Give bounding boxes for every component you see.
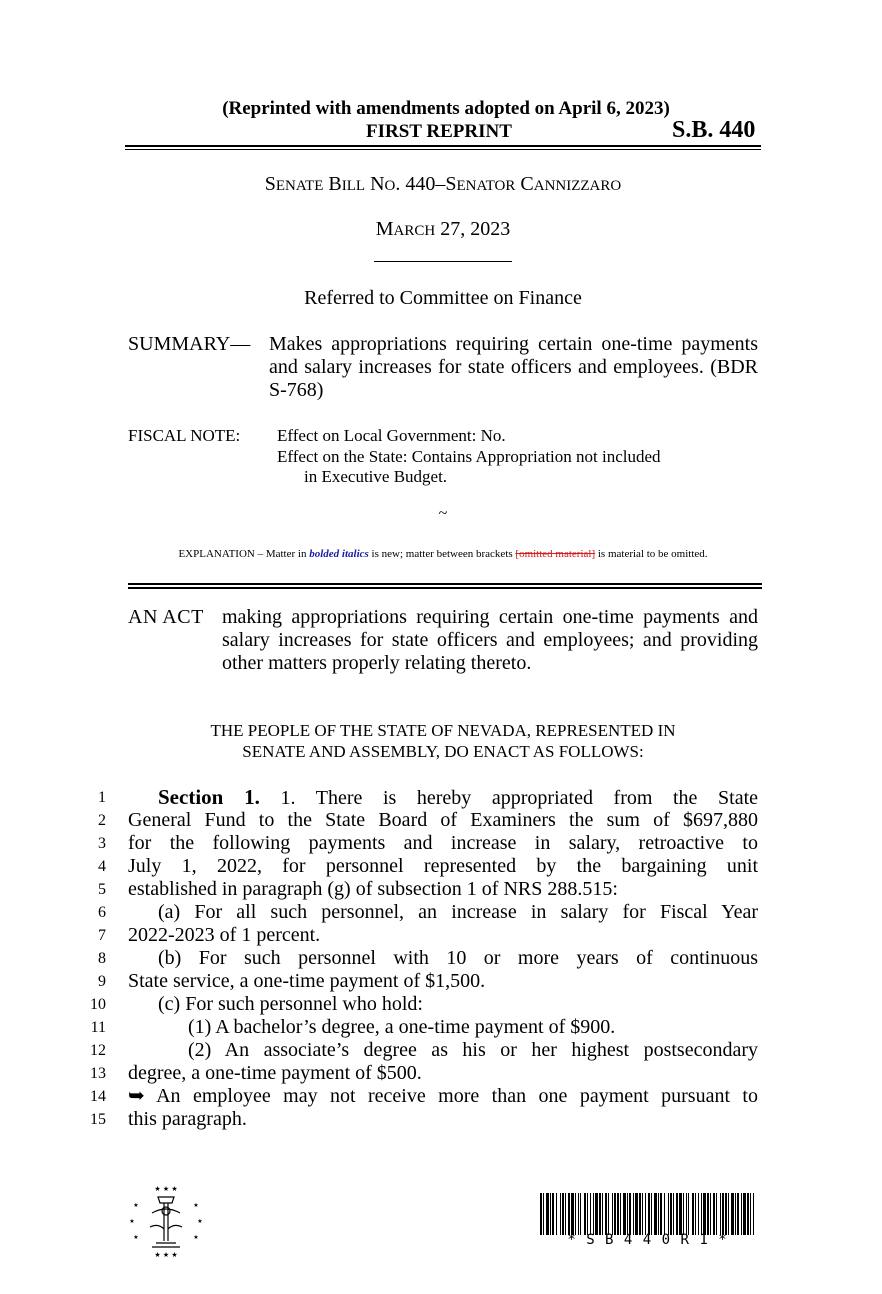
barcode-bar — [664, 1193, 665, 1235]
body-line — [0, 832, 882, 855]
explanation-note: EXPLANATION – Matter in bolded italics is new; matter between brackets [omitted material] is material to be omitted. — [178, 548, 708, 560]
header-rule — [125, 145, 761, 147]
barcode-bar — [540, 1193, 542, 1235]
section-separator: ~ — [438, 505, 448, 522]
barcode-bar — [698, 1193, 699, 1235]
line-text: 2022-2023 of 1 percent. — [128, 924, 321, 946]
line-text: (b) For such personnel with 10 or more years of continuous — [158, 947, 758, 969]
barcode-bar — [683, 1193, 684, 1235]
fiscal-local-effect: Effect on Local Government: No. — [277, 426, 506, 445]
barcode-bar — [620, 1193, 621, 1235]
introduction-date: MARCH 27, 2023 — [375, 218, 511, 240]
reprint-label: FIRST REPRINT — [366, 121, 512, 142]
line-number: 12 — [90, 1042, 106, 1059]
line-number: 14 — [90, 1088, 106, 1105]
barcode-bar — [575, 1193, 576, 1235]
barcode-bar — [713, 1193, 715, 1235]
svg-text:★: ★ — [129, 1218, 135, 1225]
enacting-clause: THE PEOPLE OF THE STATE OF NEVADA, REPRESENTED IN SENATE AND ASSEMBLY, DO ENACT AS FOLLOWS: — [210, 721, 676, 761]
barcode-bar — [668, 1193, 669, 1235]
line-text: (a) For all such personnel, an increase in salary for Fiscal Year — [158, 901, 758, 923]
fiscal-state-effect-cont: in Executive Budget. — [304, 467, 448, 486]
line-number: 9 — [98, 973, 106, 990]
barcode-bar — [686, 1193, 687, 1235]
barcode-bar — [692, 1193, 694, 1235]
body-line — [0, 947, 882, 970]
line-number: 15 — [90, 1111, 106, 1128]
body-line — [0, 993, 882, 1016]
title-divider — [374, 261, 512, 262]
line-text: for the following payments and increase in salary, retroactive to — [128, 832, 758, 854]
body-line — [0, 970, 882, 993]
line-number: 1 — [98, 789, 106, 806]
body-line — [0, 924, 882, 947]
line-number: 5 — [98, 881, 106, 898]
barcode-bar — [633, 1193, 634, 1235]
section-heading: Section 1. — [158, 785, 260, 809]
barcode-bar — [568, 1193, 570, 1235]
barcode-bar — [651, 1193, 652, 1235]
barcode-bar — [584, 1193, 586, 1235]
line-text: (c) For such personnel who hold: — [158, 993, 423, 1015]
barcode-bar — [571, 1193, 574, 1235]
barcode-bar — [593, 1193, 594, 1235]
explanation-omitted-matter: [omitted material] — [515, 548, 596, 560]
barcode-bar — [629, 1193, 631, 1235]
barcode-bar — [550, 1193, 551, 1235]
act-label: AN ACT — [128, 606, 204, 628]
barcode-bar — [670, 1193, 672, 1235]
line-text: this paragraph. — [128, 1108, 247, 1130]
barcode-bar — [679, 1193, 682, 1235]
barcode-bar — [639, 1193, 641, 1235]
barcode-bar — [556, 1193, 557, 1235]
line-number: 3 — [98, 835, 106, 852]
line-text: General Fund to the State Board of Examiners the sum of $697,880 — [128, 809, 758, 831]
barcode — [540, 1193, 755, 1235]
barcode-bar — [735, 1193, 736, 1235]
barcode-bar — [627, 1193, 628, 1235]
barcode-bar — [750, 1193, 751, 1235]
explanation-new-matter: bolded italics — [309, 548, 369, 560]
line-number: 13 — [90, 1065, 106, 1082]
barcode-bar — [590, 1193, 591, 1235]
barcode-bar — [707, 1193, 709, 1235]
barcode-bar — [720, 1193, 721, 1235]
barcode-bar — [703, 1193, 706, 1235]
barcode-text: * S B 4 4 0 R 1 * — [567, 1232, 728, 1248]
barcode-bar — [701, 1193, 702, 1235]
svg-text:★: ★ — [133, 1202, 139, 1209]
barcode-bar — [552, 1193, 554, 1235]
barcode-bar — [562, 1193, 564, 1235]
double-rule-bottom — [128, 587, 762, 589]
line-text: Section 1. 1. There is hereby appropriated from the State — [158, 785, 759, 809]
reprint-note: (Reprinted with amendments adopted on April 6, 2023) — [222, 98, 670, 119]
line-text: State service, a one-time payment of $1,500. — [128, 970, 486, 992]
barcode-bar — [725, 1193, 727, 1235]
line-text: established in paragraph (g) of subsection 1 of NRS 288.515: — [128, 878, 618, 900]
barcode-bar — [602, 1193, 603, 1235]
svg-text:★: ★ — [133, 1234, 139, 1241]
line-number: 2 — [98, 812, 106, 829]
line-text: degree, a one-time payment of $500. — [128, 1062, 422, 1084]
body-line — [0, 855, 882, 878]
line-text: (1) A bachelor’s degree, a one-time payment of $900. — [188, 1016, 616, 1038]
body-line — [0, 809, 882, 832]
fiscal-state-effect: Effect on the State: Contains Appropriation not included — [277, 446, 661, 466]
body-line — [0, 1108, 882, 1131]
barcode-bar — [648, 1193, 650, 1235]
line-number: 4 — [98, 858, 106, 875]
bill-title: SENATE BILL NO. 440–SENATOR CANNIZZARO — [264, 173, 622, 195]
nevada-seal-icon — [128, 1183, 204, 1259]
barcode-bar — [660, 1193, 662, 1235]
barcode-bar — [728, 1193, 729, 1235]
svg-text:★ ★ ★: ★ ★ ★ — [154, 1251, 178, 1259]
barcode-bar — [737, 1193, 739, 1235]
summary — [128, 333, 758, 402]
fiscal-note-label: FISCAL NOTE: — [128, 426, 241, 445]
barcode-bar — [614, 1193, 616, 1235]
barcode-bar — [645, 1193, 646, 1235]
line-text: ➥ An employee may not receive more than one payment pursuant to — [128, 1085, 758, 1107]
line-text: (2) An associate’s degree as his or her highest postsecondary — [188, 1039, 758, 1061]
barcode-bar — [642, 1193, 643, 1235]
act-text: making appropriations requiring certain one-time payments and salary increases for state officers and employees; and providing other matters properly relating thereto. — [222, 606, 758, 674]
barcode-bar — [560, 1193, 561, 1235]
body-line — [0, 901, 882, 924]
barcode-bar — [676, 1193, 678, 1235]
barcode-bar — [587, 1193, 588, 1235]
line-number: 8 — [98, 950, 106, 967]
continuation-arrow-icon: ➥ — [128, 1085, 145, 1107]
barcode-bar — [599, 1193, 601, 1235]
fiscal-note — [128, 426, 758, 488]
header-rule-thin — [125, 149, 761, 150]
body-line — [0, 878, 882, 901]
barcode-bar — [608, 1193, 609, 1235]
barcode-bar — [578, 1193, 579, 1235]
barcode-bar — [710, 1193, 711, 1235]
barcode-bar — [731, 1193, 734, 1235]
line-number: 6 — [98, 904, 106, 921]
barcode-bar — [747, 1193, 749, 1235]
summary-text: Makes appropriations requiring certain one-time payments and salary increases for state officers and employees. (BDR S-768) — [269, 333, 758, 401]
act-title — [128, 606, 758, 675]
barcode-bar — [623, 1193, 626, 1235]
line-number: 10 — [90, 996, 106, 1013]
barcode-bar — [595, 1193, 598, 1235]
barcode-bar — [658, 1193, 659, 1235]
svg-text:★: ★ — [193, 1234, 199, 1241]
barcode-bar — [654, 1193, 657, 1235]
barcode-bar — [716, 1193, 717, 1235]
barcode-bar — [543, 1193, 544, 1235]
summary-label: SUMMARY— — [128, 333, 251, 355]
barcode-bar — [743, 1193, 746, 1235]
barcode-bar — [695, 1193, 696, 1235]
line-text: July 1, 2022, for personnel represented by the bargaining unit — [128, 855, 758, 877]
barcode-bar — [546, 1193, 549, 1235]
body-line — [0, 1062, 882, 1085]
svg-text:★: ★ — [197, 1218, 203, 1225]
double-rule-top — [128, 583, 762, 585]
barcode-bar — [741, 1193, 742, 1235]
barcode-bar — [580, 1193, 581, 1235]
barcode-bar — [605, 1193, 607, 1235]
svg-text:★ ★ ★: ★ ★ ★ — [154, 1185, 178, 1193]
barcode-bar — [688, 1193, 689, 1235]
barcode-bar — [565, 1193, 566, 1235]
line-number: 11 — [90, 1019, 106, 1036]
barcode-bar — [673, 1193, 674, 1235]
body-line — [0, 1085, 882, 1108]
svg-text:★: ★ — [193, 1202, 199, 1209]
barcode-bar — [753, 1193, 754, 1235]
barcode-bar — [722, 1193, 724, 1235]
committee-referral: Referred to Committee on Finance — [304, 287, 582, 309]
line-number: 7 — [98, 927, 106, 944]
barcode-bar — [635, 1193, 638, 1235]
body-line — [0, 1016, 882, 1039]
barcode-bar — [612, 1193, 613, 1235]
bill-number: S.B. 440 — [672, 117, 756, 143]
barcode-bar — [617, 1193, 619, 1235]
body-line — [0, 1039, 882, 1062]
body-line — [0, 786, 882, 809]
